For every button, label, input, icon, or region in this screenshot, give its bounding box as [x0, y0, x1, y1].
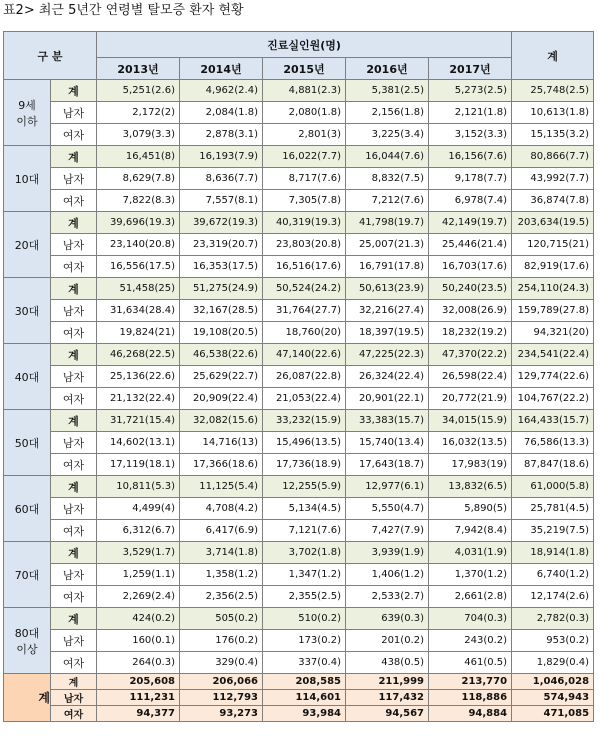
value-cell: 34,015(15.9): [429, 410, 512, 432]
value-cell: 4,962(2.4): [180, 80, 263, 102]
table-body: [4, 80, 594, 722]
value-cell: 1,046,028: [512, 674, 594, 690]
value-cell: 2,355(2.5): [263, 586, 346, 608]
table-row: [4, 168, 594, 190]
value-cell: 6,978(7.4): [429, 190, 512, 212]
value-cell: 159,789(27.8): [512, 300, 594, 322]
value-cell: 2,084(1.8): [180, 102, 263, 124]
table-row: [4, 366, 594, 388]
value-cell: 104,767(22.2): [512, 388, 594, 410]
value-cell: 117,432: [346, 690, 429, 706]
age-group-label: 9세 이하: [4, 80, 51, 146]
sex-label: 여자: [51, 388, 97, 410]
value-cell: 3,714(1.8): [180, 542, 263, 564]
table-row: [4, 256, 594, 278]
value-cell: 7,557(8.1): [180, 190, 263, 212]
age-group-label: 10대: [4, 146, 51, 212]
value-cell: 25,136(22.6): [97, 366, 180, 388]
value-cell: 18,232(19.2): [429, 322, 512, 344]
value-cell: 39,672(19.3): [180, 212, 263, 234]
table-row: [4, 586, 594, 608]
value-cell: 16,353(17.5): [180, 256, 263, 278]
sex-label: 계: [51, 674, 97, 690]
grand-total-label: 계: [4, 674, 51, 722]
value-cell: 2,080(1.8): [263, 102, 346, 124]
value-cell: 3,152(3.3): [429, 124, 512, 146]
sex-label: 남자: [51, 630, 97, 652]
value-cell: 8,636(7.7): [180, 168, 263, 190]
value-cell: 1,370(1.2): [429, 564, 512, 586]
value-cell: 15,135(3.2): [512, 124, 594, 146]
value-cell: 16,556(17.5): [97, 256, 180, 278]
sex-label: 여자: [51, 520, 97, 542]
value-cell: 42,149(19.7): [429, 212, 512, 234]
value-cell: 32,008(26.9): [429, 300, 512, 322]
value-cell: 111,231: [97, 690, 180, 706]
sex-label: 여자: [51, 124, 97, 146]
value-cell: 254,110(24.3): [512, 278, 594, 300]
value-cell: 93,273: [180, 706, 263, 722]
page-title: 표2> 최근 5년간 연령별 탈모증 환자 현황: [3, 3, 244, 18]
value-cell: 46,538(22.6): [180, 344, 263, 366]
value-cell: 7,942(8.4): [429, 520, 512, 542]
table-row: [4, 146, 594, 168]
age-group-label: 40대: [4, 344, 51, 410]
value-cell: 16,791(17.8): [346, 256, 429, 278]
value-cell: 39,696(19.3): [97, 212, 180, 234]
value-cell: 18,760(20): [263, 322, 346, 344]
year-header: 2016년: [346, 58, 429, 80]
value-cell: 94,321(20): [512, 322, 594, 344]
value-cell: 18,397(19.5): [346, 322, 429, 344]
value-cell: 15,740(13.4): [346, 432, 429, 454]
value-cell: 4,031(1.9): [429, 542, 512, 564]
table-row: [4, 432, 594, 454]
value-cell: 23,803(20.8): [263, 234, 346, 256]
value-cell: 424(0.2): [97, 608, 180, 630]
value-cell: 17,643(18.7): [346, 454, 429, 476]
value-cell: 61,000(5.8): [512, 476, 594, 498]
value-cell: 43,992(7.7): [512, 168, 594, 190]
value-cell: 8,717(7.6): [263, 168, 346, 190]
value-cell: 8,629(7.8): [97, 168, 180, 190]
sex-label: 남자: [51, 564, 97, 586]
value-cell: 4,881(2.3): [263, 80, 346, 102]
value-cell: 33,232(15.9): [263, 410, 346, 432]
value-cell: 3,529(1.7): [97, 542, 180, 564]
value-cell: 16,451(8): [97, 146, 180, 168]
value-cell: 206,066: [180, 674, 263, 690]
value-cell: 15,496(13.5): [263, 432, 346, 454]
value-cell: 47,140(22.6): [263, 344, 346, 366]
value-cell: 1,406(1.2): [346, 564, 429, 586]
table-row: [4, 410, 594, 432]
value-cell: 20,772(21.9): [429, 388, 512, 410]
value-cell: 7,427(7.9): [346, 520, 429, 542]
value-cell: 4,499(4): [97, 498, 180, 520]
value-cell: 23,319(20.7): [180, 234, 263, 256]
value-cell: 16,703(17.6): [429, 256, 512, 278]
value-cell: 17,366(18.6): [180, 454, 263, 476]
value-cell: 76,586(13.3): [512, 432, 594, 454]
value-cell: 114,601: [263, 690, 346, 706]
value-cell: 19,824(21): [97, 322, 180, 344]
sex-label: 남자: [51, 498, 97, 520]
table-row: [4, 344, 594, 366]
value-cell: 9,178(7.7): [429, 168, 512, 190]
value-cell: 32,216(27.4): [346, 300, 429, 322]
sex-label: 남자: [51, 102, 97, 124]
value-cell: 5,550(4.7): [346, 498, 429, 520]
value-cell: 26,324(22.4): [346, 366, 429, 388]
table-row: [4, 520, 594, 542]
value-cell: 2,156(1.8): [346, 102, 429, 124]
table-row: [4, 454, 594, 476]
value-cell: 6,312(6.7): [97, 520, 180, 542]
sex-label: 계: [51, 608, 97, 630]
sex-label: 계: [51, 278, 97, 300]
value-cell: 51,458(25): [97, 278, 180, 300]
sex-label: 남자: [51, 690, 97, 706]
total-header: 계: [512, 32, 594, 80]
value-cell: 5,134(4.5): [263, 498, 346, 520]
age-group-label: 50대: [4, 410, 51, 476]
value-cell: 2,356(2.5): [180, 586, 263, 608]
value-cell: 25,629(22.7): [180, 366, 263, 388]
sex-label: 여자: [51, 652, 97, 674]
age-group-label: 20대: [4, 212, 51, 278]
year-header: 2017년: [429, 58, 512, 80]
value-cell: 112,793: [180, 690, 263, 706]
value-cell: 639(0.3): [346, 608, 429, 630]
value-cell: 1,347(1.2): [263, 564, 346, 586]
value-cell: 205,608: [97, 674, 180, 690]
value-cell: 953(0.2): [512, 630, 594, 652]
value-cell: 13,832(6.5): [429, 476, 512, 498]
value-cell: 2,782(0.3): [512, 608, 594, 630]
value-cell: 5,251(2.6): [97, 80, 180, 102]
table-row: [4, 80, 594, 102]
value-cell: 18,914(1.8): [512, 542, 594, 564]
value-cell: 120,715(21): [512, 234, 594, 256]
hair-loss-table: [3, 31, 594, 722]
value-cell: 1,259(1.1): [97, 564, 180, 586]
value-cell: 47,225(22.3): [346, 344, 429, 366]
value-cell: 7,305(7.8): [263, 190, 346, 212]
value-cell: 2,801(3): [263, 124, 346, 146]
table-row: [4, 212, 594, 234]
value-cell: 329(0.4): [180, 652, 263, 674]
value-cell: 40,319(19.3): [263, 212, 346, 234]
value-cell: 50,240(23.5): [429, 278, 512, 300]
sex-label: 계: [51, 212, 97, 234]
value-cell: 51,275(24.9): [180, 278, 263, 300]
value-cell: 3,225(3.4): [346, 124, 429, 146]
value-cell: 5,381(2.5): [346, 80, 429, 102]
value-cell: 19,108(20.5): [180, 322, 263, 344]
grand-total-row: [4, 674, 594, 690]
age-group-label: 60대: [4, 476, 51, 542]
value-cell: 36,874(7.8): [512, 190, 594, 212]
value-cell: 16,156(7.6): [429, 146, 512, 168]
value-cell: 12,977(6.1): [346, 476, 429, 498]
value-cell: 5,273(2.5): [429, 80, 512, 102]
table-row: [4, 630, 594, 652]
table-row: [4, 234, 594, 256]
value-cell: 505(0.2): [180, 608, 263, 630]
value-cell: 7,822(8.3): [97, 190, 180, 212]
value-cell: 129,774(22.6): [512, 366, 594, 388]
value-cell: 10,811(5.3): [97, 476, 180, 498]
year-header: 2013년: [97, 58, 180, 80]
value-cell: 6,417(6.9): [180, 520, 263, 542]
value-cell: 25,446(21.4): [429, 234, 512, 256]
value-cell: 21,132(22.4): [97, 388, 180, 410]
value-cell: 2,878(3.1): [180, 124, 263, 146]
value-cell: 2,172(2): [97, 102, 180, 124]
sex-label: 여자: [51, 586, 97, 608]
value-cell: 94,377: [97, 706, 180, 722]
value-cell: 47,370(22.2): [429, 344, 512, 366]
value-cell: 20,901(22.1): [346, 388, 429, 410]
value-cell: 12,255(5.9): [263, 476, 346, 498]
table-row: [4, 476, 594, 498]
value-cell: 26,087(22.8): [263, 366, 346, 388]
group-header: 진료실인원(명): [97, 32, 512, 58]
value-cell: 87,847(18.6): [512, 454, 594, 476]
value-cell: 264(0.3): [97, 652, 180, 674]
sex-label: 계: [51, 344, 97, 366]
value-cell: 176(0.2): [180, 630, 263, 652]
value-cell: 26,598(22.4): [429, 366, 512, 388]
value-cell: 21,053(22.4): [263, 388, 346, 410]
table-row: [4, 388, 594, 410]
value-cell: 208,585: [263, 674, 346, 690]
value-cell: 41,798(19.7): [346, 212, 429, 234]
value-cell: 50,613(23.9): [346, 278, 429, 300]
table-row: [4, 652, 594, 674]
value-cell: 243(0.2): [429, 630, 512, 652]
table-row: [4, 608, 594, 630]
value-cell: 12,174(2.6): [512, 586, 594, 608]
value-cell: 160(0.1): [97, 630, 180, 652]
value-cell: 94,884: [429, 706, 512, 722]
table-row: [4, 542, 594, 564]
table-row: [4, 300, 594, 322]
year-header: 2014년: [180, 58, 263, 80]
value-cell: 2,269(2.4): [97, 586, 180, 608]
value-cell: 11,125(5.4): [180, 476, 263, 498]
value-cell: 14,716(13): [180, 432, 263, 454]
year-header: 2015년: [263, 58, 346, 80]
sex-label: 남자: [51, 234, 97, 256]
value-cell: 1,829(0.4): [512, 652, 594, 674]
value-cell: 16,044(7.6): [346, 146, 429, 168]
value-cell: 3,939(1.9): [346, 542, 429, 564]
value-cell: 16,022(7.7): [263, 146, 346, 168]
value-cell: 16,193(7.9): [180, 146, 263, 168]
value-cell: 25,748(2.5): [512, 80, 594, 102]
value-cell: 3,702(1.8): [263, 542, 346, 564]
value-cell: 203,634(19.5): [512, 212, 594, 234]
sex-label: 여자: [51, 322, 97, 344]
value-cell: 438(0.5): [346, 652, 429, 674]
table-row: [4, 322, 594, 344]
sex-label: 여자: [51, 706, 97, 722]
value-cell: 31,764(27.7): [263, 300, 346, 322]
value-cell: 33,383(15.7): [346, 410, 429, 432]
sex-label: 남자: [51, 366, 97, 388]
value-cell: 2,533(2.7): [346, 586, 429, 608]
value-cell: 173(0.2): [263, 630, 346, 652]
value-cell: 164,433(15.7): [512, 410, 594, 432]
value-cell: 17,736(18.9): [263, 454, 346, 476]
value-cell: 461(0.5): [429, 652, 512, 674]
table-row: [4, 278, 594, 300]
age-group-label: 80대 이상: [4, 608, 51, 674]
sex-label: 남자: [51, 432, 97, 454]
value-cell: 234,541(22.4): [512, 344, 594, 366]
value-cell: 6,740(1.2): [512, 564, 594, 586]
table-row: [4, 124, 594, 146]
value-cell: 510(0.2): [263, 608, 346, 630]
sex-label: 계: [51, 410, 97, 432]
value-cell: 337(0.4): [263, 652, 346, 674]
value-cell: 8,832(7.5): [346, 168, 429, 190]
sex-label: 계: [51, 146, 97, 168]
value-cell: 50,524(24.2): [263, 278, 346, 300]
value-cell: 82,919(17.6): [512, 256, 594, 278]
value-cell: 5,890(5): [429, 498, 512, 520]
sex-label: 남자: [51, 168, 97, 190]
sex-label: 계: [51, 542, 97, 564]
value-cell: 7,121(7.6): [263, 520, 346, 542]
value-cell: 23,140(20.8): [97, 234, 180, 256]
age-group-label: 30대: [4, 278, 51, 344]
value-cell: 32,082(15.6): [180, 410, 263, 432]
sex-label: 여자: [51, 256, 97, 278]
table-row: [4, 102, 594, 124]
value-cell: 35,219(7.5): [512, 520, 594, 542]
sex-label: 여자: [51, 190, 97, 212]
value-cell: 17,983(19): [429, 454, 512, 476]
value-cell: 25,781(4.5): [512, 498, 594, 520]
value-cell: 471,085: [512, 706, 594, 722]
value-cell: 16,516(17.6): [263, 256, 346, 278]
value-cell: 10,613(1.8): [512, 102, 594, 124]
category-header: 구 분: [4, 32, 97, 80]
value-cell: 7,212(7.6): [346, 190, 429, 212]
value-cell: 25,007(21.3): [346, 234, 429, 256]
value-cell: 2,661(2.8): [429, 586, 512, 608]
value-cell: 2,121(1.8): [429, 102, 512, 124]
value-cell: 211,999: [346, 674, 429, 690]
value-cell: 4,708(4.2): [180, 498, 263, 520]
value-cell: 16,032(13.5): [429, 432, 512, 454]
value-cell: 93,984: [263, 706, 346, 722]
value-cell: 20,909(22.4): [180, 388, 263, 410]
sex-label: 계: [51, 80, 97, 102]
value-cell: 17,119(18.1): [97, 454, 180, 476]
value-cell: 46,268(22.5): [97, 344, 180, 366]
value-cell: 14,602(13.1): [97, 432, 180, 454]
value-cell: 201(0.2): [346, 630, 429, 652]
age-group-label: 70대: [4, 542, 51, 608]
table-row: [4, 190, 594, 212]
value-cell: 94,567: [346, 706, 429, 722]
value-cell: 118,886: [429, 690, 512, 706]
value-cell: 3,079(3.3): [97, 124, 180, 146]
value-cell: 31,721(15.4): [97, 410, 180, 432]
table-row: [4, 498, 594, 520]
value-cell: 704(0.3): [429, 608, 512, 630]
grand-total-row: [4, 690, 594, 706]
sex-label: 계: [51, 476, 97, 498]
value-cell: 32,167(28.5): [180, 300, 263, 322]
value-cell: 574,943: [512, 690, 594, 706]
grand-total-row: [4, 706, 594, 722]
table-row: [4, 564, 594, 586]
value-cell: 213,770: [429, 674, 512, 690]
value-cell: 80,866(7.7): [512, 146, 594, 168]
value-cell: 1,358(1.2): [180, 564, 263, 586]
value-cell: 31,634(28.4): [97, 300, 180, 322]
sex-label: 여자: [51, 454, 97, 476]
sex-label: 남자: [51, 300, 97, 322]
